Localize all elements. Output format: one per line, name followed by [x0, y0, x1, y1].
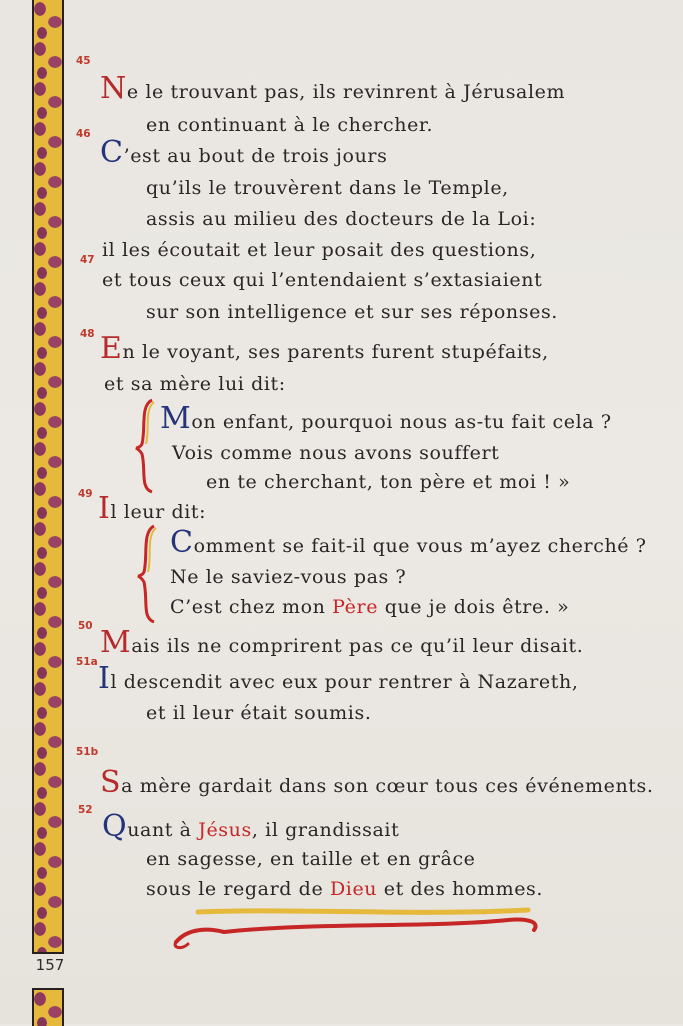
verse-51b-line-1 — [100, 765, 654, 800]
verse-text: sous le regard de — [146, 878, 330, 900]
verse-text: a mère gardait dans son cœur tous ces événements. — [121, 775, 654, 797]
verse-number-48: 48 — [80, 328, 95, 340]
verse-number-52: 52 — [78, 804, 93, 816]
verse-48-line-3 — [160, 401, 612, 436]
verse-52-line-3 — [146, 878, 543, 900]
initial-letter: M — [100, 625, 132, 660]
initial-letter: C — [100, 135, 124, 170]
initial-letter: M — [160, 401, 192, 436]
verse-text: on enfant, pourquoi nous as-tu fait cela ? — [191, 411, 612, 433]
verse-text: l leur dit: — [110, 501, 207, 523]
ornamental-border-top — [32, 0, 64, 954]
verse-47-line-2: sur son intelligence et sur ses réponses. — [146, 301, 558, 323]
verse-text: uant à — [127, 819, 199, 841]
verse-number-51a: 51a — [76, 656, 98, 668]
verse-48-line-1 — [100, 331, 549, 366]
verse-45-line-1 — [100, 71, 566, 106]
verse-number-45: 45 — [76, 55, 91, 67]
verse-49-line-3: Ne le saviez-vous pas ? — [170, 566, 407, 588]
verse-50-line-1 — [100, 625, 584, 660]
verse-48-line-4: Vois comme nous avons souffert — [172, 442, 500, 464]
left-brace-icon — [134, 398, 156, 494]
ornamental-border-bottom — [32, 988, 64, 1026]
verse-number-50: 50 — [78, 620, 93, 632]
verse-text: omment se fait-il que vous m’ayez cherché ? — [193, 535, 647, 557]
verse-text: n le voyant, ses parents furent stupéfaits, — [122, 341, 549, 363]
initial-letter: S — [100, 765, 122, 800]
highlighted-word-pere: Père — [332, 596, 379, 618]
verse-48-line-5: en te cherchant, ton père et moi ! » — [206, 471, 571, 493]
verse-51a-line-1 — [98, 661, 579, 696]
verse-51a-line-2: et il leur était soumis. — [146, 702, 372, 724]
verse-49-line-2 — [170, 525, 647, 560]
verse-text: ais ils ne comprirent pas ce qu’il leur disait. — [131, 635, 584, 657]
initial-letter: I — [98, 661, 111, 696]
verse-45-line-2: en continuant à le chercher. — [146, 114, 434, 136]
verse-52-line-1 — [102, 809, 400, 844]
verse-text: C’est chez mon — [170, 596, 333, 618]
initial-letter: I — [98, 491, 111, 526]
initial-letter: N — [100, 71, 127, 106]
verse-46-line-4: il les écoutait et leur posait des questions, — [102, 239, 537, 261]
closing-flourish-ornament — [168, 906, 544, 952]
page-number: 157 — [35, 956, 65, 974]
verse-46-line-1 — [100, 135, 388, 170]
verse-52-line-2: en sagesse, en taille et en grâce — [146, 848, 476, 870]
verse-text: e le trouvant pas, ils revinrent à Jérusalem — [126, 81, 566, 103]
verse-48-line-2: et sa mère lui dit: — [104, 373, 286, 395]
highlighted-word-jesus: Jésus — [198, 819, 252, 841]
verse-46-line-2: qu’ils le trouvèrent dans le Temple, — [146, 177, 509, 199]
verse-47-line-1: et tous ceux qui l’entendaient s’extasiaient — [102, 269, 543, 291]
verse-text: ’est au bout de trois jours — [123, 145, 388, 167]
verse-text: et des hommes. — [377, 878, 544, 900]
left-brace-icon — [136, 524, 158, 624]
verse-49-line-1 — [98, 491, 207, 526]
verse-46-line-3: assis au milieu des docteurs de la Loi: — [146, 208, 537, 230]
verse-text: que je dois être. » — [378, 596, 570, 618]
verse-number-46: 46 — [76, 128, 91, 140]
initial-letter: E — [100, 331, 123, 366]
verse-text: , il grandissait — [251, 819, 400, 841]
verse-number-51b: 51b — [76, 746, 99, 758]
verse-number-47: 47 — [80, 254, 95, 266]
initial-letter: Q — [102, 809, 128, 844]
initial-letter: C — [170, 525, 194, 560]
highlighted-word-dieu: Dieu — [329, 878, 378, 900]
verse-text: l descendit avec eux pour rentrer à Nazareth, — [110, 671, 579, 693]
verse-49-line-4 — [170, 596, 569, 618]
verse-number-49: 49 — [78, 488, 93, 500]
